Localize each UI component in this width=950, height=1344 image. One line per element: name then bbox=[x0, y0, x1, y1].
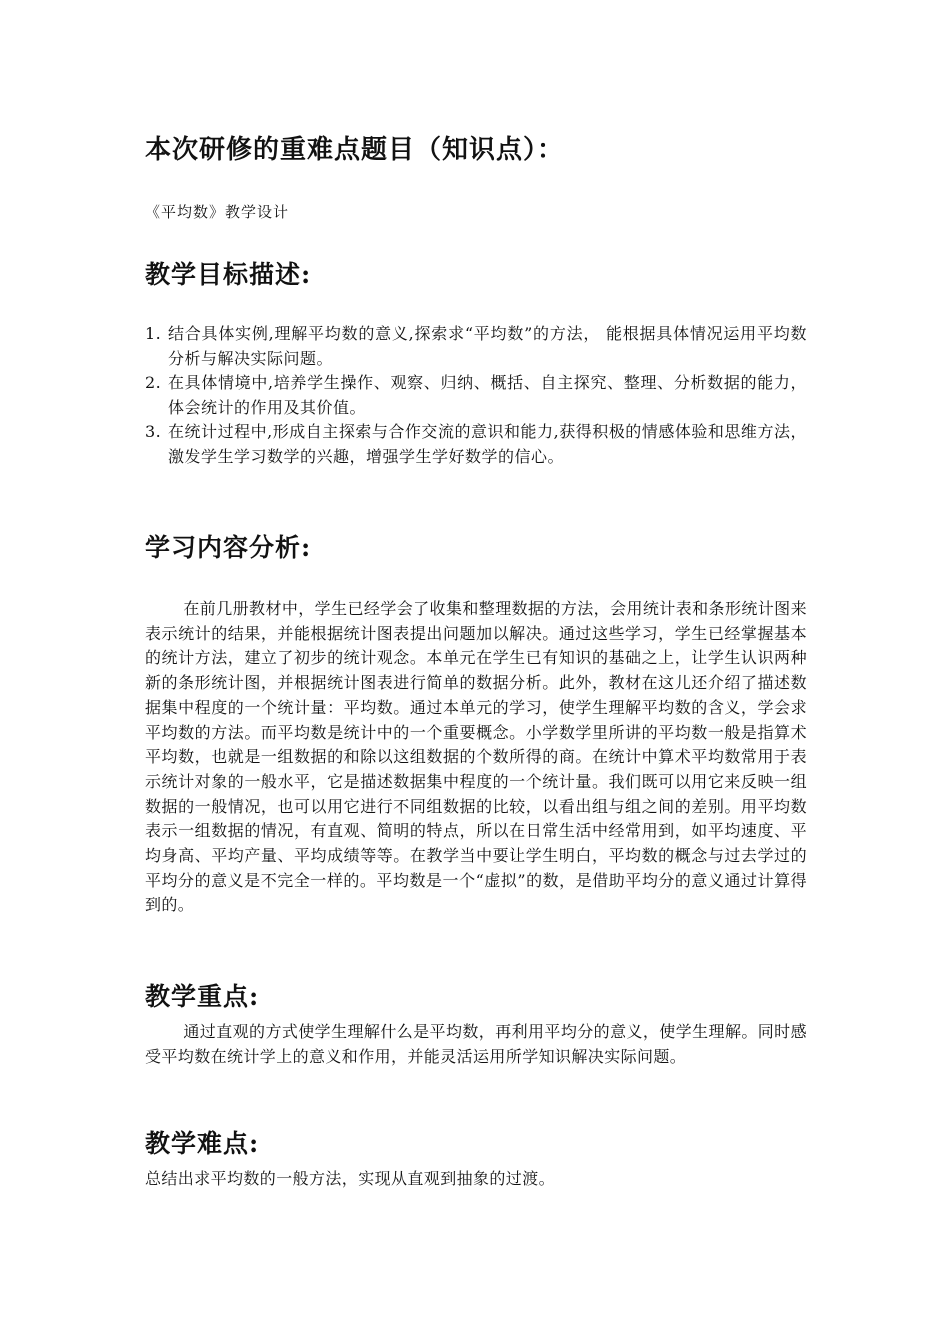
list-item-number: 2. bbox=[145, 373, 162, 392]
key-point-paragraph: 通过直观的方式使学生理解什么是平均数，再利用平均分的意义，使学生理解。同时感受平均数在统计学上的意义和作用，并能灵活运用所学知识解决实际问题。 bbox=[145, 1022, 807, 1066]
page-title: 本次研修的重难点题目（知识点）： bbox=[145, 135, 565, 165]
list-item-number: 3. bbox=[145, 422, 162, 441]
list-item bbox=[145, 322, 807, 371]
content-analysis-paragraph: 在前几册教材中，学生已经学会了收集和整理数据的方法，会用统计表和条形统计图来表示统计的结果，并能根据统计图表提出问题加以解决。通过这些学习，学生已经掌握基本的统计方法，建立了初步的统计观念。本单元在学生已有知识的基础之上，让学生认识两种新的条形统计图，并根据统计图表进行简单的数据分析。此外，教材在这儿还介绍了描述数据集中程度的一个统计量：平均数。通过本单元的学习，使学生理解平均数的含义，学会求平均数的方法。而平均数是统计中的一个重要概念。小学数学里所讲的平均数一般是指算术平均数，也就是一组数据的和除以这组数据的个数所得的商。在统计中算术平均数常用于表示统计对象的一般水平，它是描述数据集中程度的一个统计量。我们既可以用它来反映一组数据的一般情况，也可以用它进行不同组数据的比较，以看出组与组之间的差别。用平均数表示一组数据的情况，有直观、简明的特点，所以在日常生活中经常用到，如平均速度、平均身高、平均产量、平均成绩等等。在教学当中要让学生明白，平均数的概念与过去学过的平均分的意义是不完全一样的。平均数是一个“虚拟”的数，是借助平均分的意义通过计算得到的。 bbox=[145, 599, 807, 915]
document-subtitle: 《平均数》教学设计 bbox=[145, 203, 290, 221]
list-item-text: 在具体情境中,培养学生操作、观察、归纳、概括、自主探究、整理、分析数据的能力，体会统计的作用及其价值。 bbox=[168, 373, 807, 417]
list-item-text: 在统计过程中,形成自主探索与合作交流的意识和能力,获得积极的情感体验和思维方法，激发学生学习数学的兴趣，增强学生学好数学的信心。 bbox=[168, 422, 807, 466]
section-heading-difficulty: 教学难点: bbox=[145, 1129, 260, 1158]
list-item bbox=[145, 371, 807, 420]
goals-list bbox=[145, 322, 807, 469]
section-heading-goals: 教学目标描述: bbox=[145, 260, 312, 289]
difficulty-paragraph: 总结出求平均数的一般方法，实现从直观到抽象的过渡。 bbox=[145, 1169, 556, 1188]
section-heading-key-point: 教学重点: bbox=[145, 982, 260, 1011]
list-item bbox=[145, 420, 807, 469]
section-heading-content-analysis: 学习内容分析: bbox=[145, 533, 312, 562]
list-item-number: 1. bbox=[145, 324, 162, 343]
list-item-text: 结合具体实例,理解平均数的意义,探索求“平均数”的方法， 能根据具体情况运用平均数分析与解决实际问题。 bbox=[168, 324, 807, 368]
